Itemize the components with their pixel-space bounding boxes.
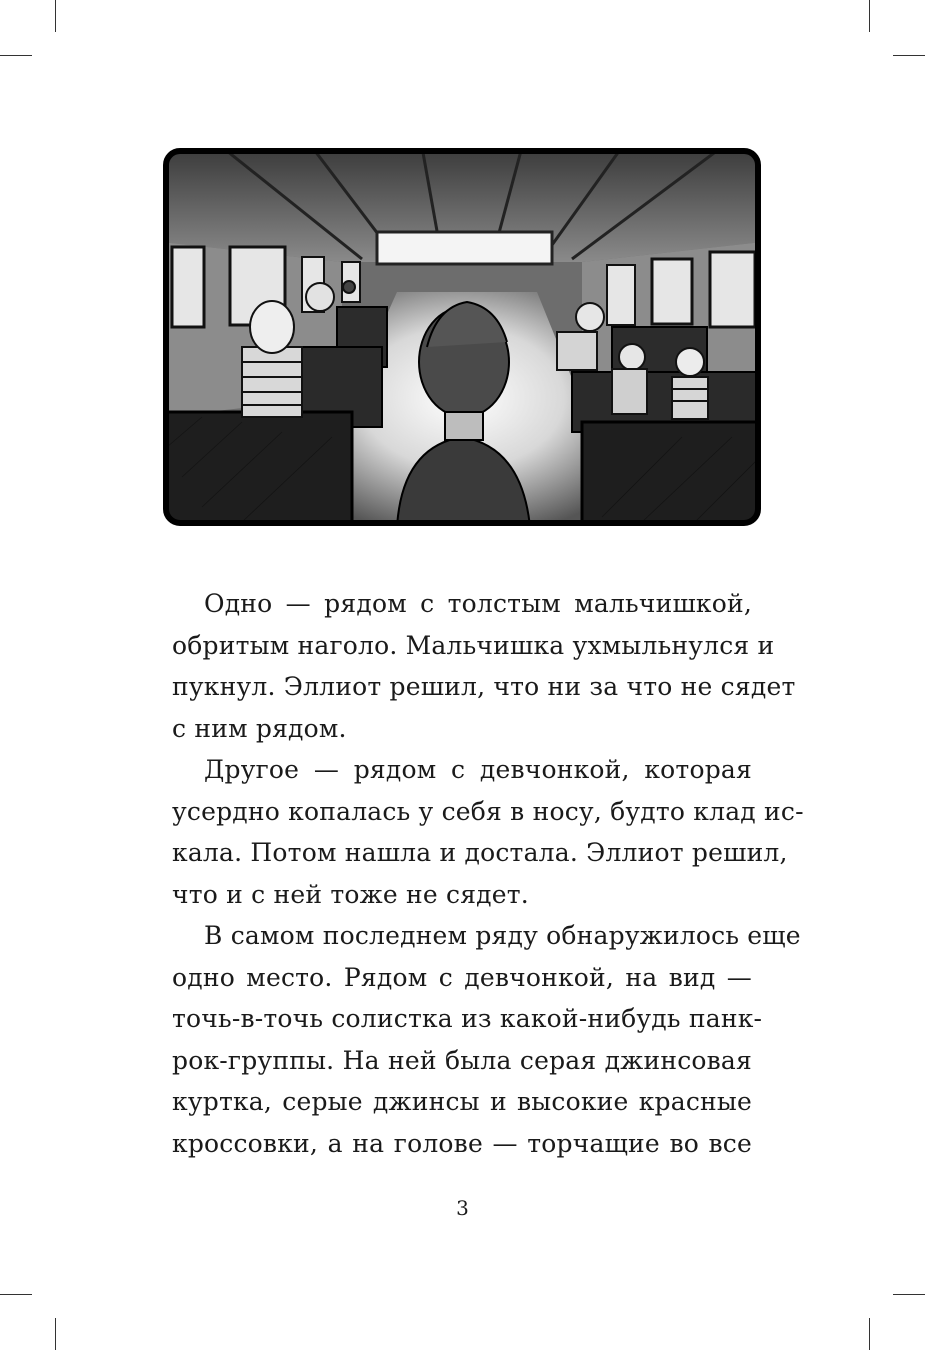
text-line: точь-в-точь солистка из какой-нибудь панк- xyxy=(172,1004,763,1033)
text-line: одно место. Рядом с девчонкой, на вид — xyxy=(172,962,752,992)
paragraph-1 xyxy=(172,583,796,749)
text-line: с ним рядом. xyxy=(172,713,347,743)
body-text xyxy=(172,583,804,1164)
train-interior-illustration xyxy=(162,147,762,527)
text-line: кроссовки, а на голове — торчащие во все xyxy=(172,1128,752,1158)
crop-mark-bottom-left xyxy=(55,1318,56,1350)
text-line: кала. Потом нашла и достала. Эллиот решил, xyxy=(172,838,788,867)
crop-mark-top-left-h xyxy=(0,55,32,56)
text-line: куртка, серые джинсы и высокие красные xyxy=(172,1087,752,1116)
crop-mark-bottom-right-h xyxy=(893,1294,925,1295)
text-line: что и с ней тоже не сядет. xyxy=(172,879,529,909)
crop-mark-top-left xyxy=(55,0,56,32)
paragraph-3 xyxy=(172,915,801,1164)
page-number: 3 xyxy=(456,1196,469,1220)
crop-mark-bottom-left-h xyxy=(0,1294,32,1295)
crop-mark-top-right xyxy=(869,0,870,32)
crop-mark-top-right-h xyxy=(893,55,925,56)
text-line: рок-группы. На ней была серая джинсовая xyxy=(172,1045,752,1075)
paragraph-2 xyxy=(172,749,804,915)
text-line: Одно — рядом с толстым мальчишкой, xyxy=(204,589,752,618)
text-line: пукнул. Эллиот решил, что ни за что не сядет xyxy=(172,672,796,701)
text-line: обритым наголо. Мальчишка ухмыльнулся и xyxy=(172,630,775,660)
text-line: В самом последнем ряду обнаружилось еще xyxy=(204,921,801,950)
crop-mark-bottom-right xyxy=(869,1318,870,1350)
text-line: усердно копалась у себя в носу, будто клад ис- xyxy=(172,796,804,826)
text-line: Другое — рядом с девчонкой, которая xyxy=(204,755,752,784)
